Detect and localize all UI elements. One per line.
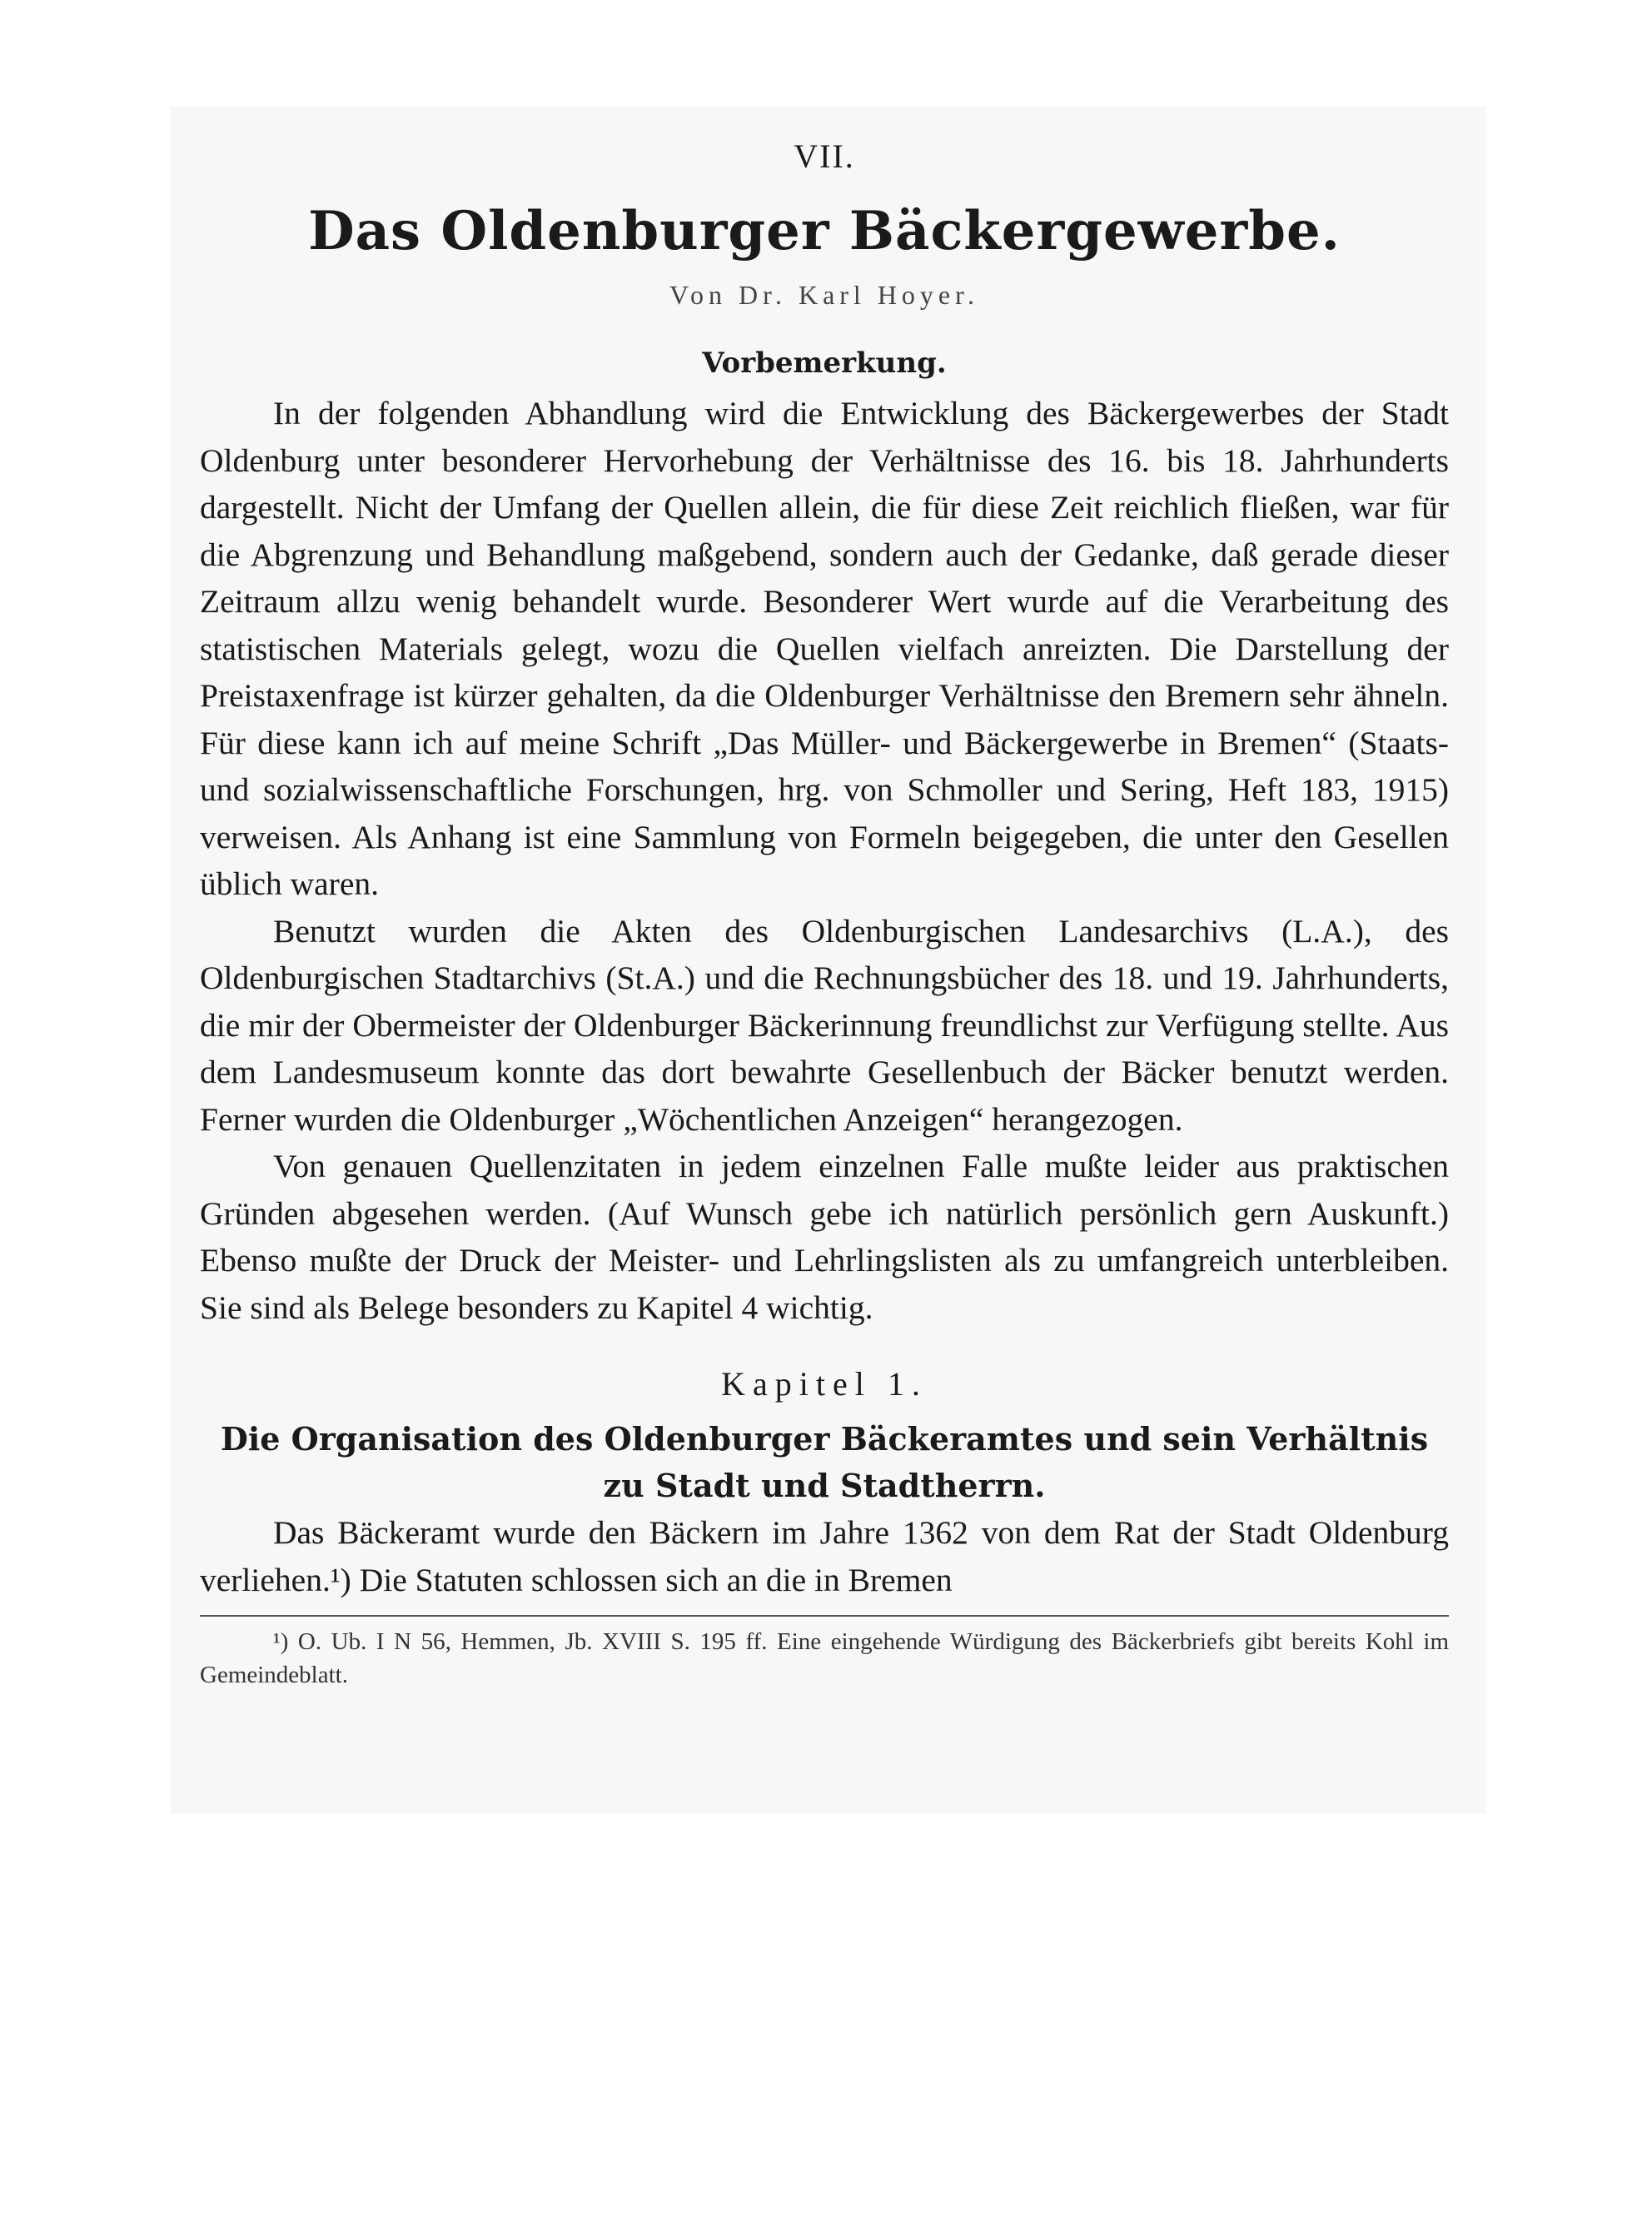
preface-heading: Vorbemerkung. (702, 346, 947, 380)
chapter-roman-numeral: VII. (794, 137, 855, 175)
chapter-paragraph-1: Das Bäckeramt wurde den Bäckern im Jahre 1362 von dem Rat der Stadt Oldenburg verliehen.¹) Die Statuten schlossen sich an die in Bremen (200, 1514, 1449, 1598)
footnote: ¹) O. Ub. I N 56, Hemmen, Jb. XVIII S. 195 ff. Eine eingehende Würdigung des Bäckerbriefs gibt bereits Kohl im Gemeindeblatt. (200, 1628, 1449, 1688)
chapter-label: Kapitel 1. (721, 1365, 928, 1403)
preface-paragraph-1: In der folgenden Abhandlung wird die Entwicklung des Bäckergewerbes der Stadt Oldenburg unter besonderer Hervorhebung der Verhältnisse des 16. bis 18. Jahrhunderts dargestellt. Nicht der Umfang der Quellen allein, die für diese Zeit reichlich fließen, war für die Abgrenzung und Behandlung maßgebend, sondern auch der Gedanke, daß gerade dieser Zeitraum allzu wenig behandelt wurde. Besonderer Wert wurde auf die Verarbeitung des statistischen Materials gelegt, wozu die Quellen vielfach anreizten. Die Darstellung der Preistaxenfrage ist kürzer gehalten, da die Oldenburger Verhältnisse den Bremern sehr ähneln. Für diese kann ich auf meine Schrift „Das Müller- und Bäckergewerbe in Bremen“ (Staats- und sozialwissenschaftliche Forschungen, hrg. von Schmoller und Sering, Heft 183, 1915) verweisen. Als Anhang ist eine Sammlung von Formeln beigegeben, die unter den Gesellen üblich waren. (200, 395, 1449, 902)
page-content (200, 123, 1449, 1692)
article-title: Das Oldenburger Bäckergewerbe. (308, 200, 1341, 262)
scanned-page (171, 107, 1486, 1814)
author-line: Von Dr. Karl Hoyer. (669, 280, 980, 310)
preface-paragraph-2: Benutzt wurden die Akten des Oldenburgischen Landesarchivs (L.A.), des Oldenburgischen Stadtarchivs (St.A.) und die Rechnungsbücher des 18. und 19. Jahrhunderts, die mir der Obermeister der Oldenburger Bäckerinnung freundlichst zur Verfügung stellte. Aus dem Landesmuseum konnte das dort bewahrte Gesellenbuch der Bäcker benutzt werden. Ferner wurden die Oldenburger „Wöchentlichen Anzeigen“ herangezogen. (200, 912, 1449, 1138)
preface-paragraph-3: Von genauen Quellenzitaten in jedem einzelnen Falle mußte leider aus praktischen Gründen abgesehen werden. (Auf Wunsch gebe ich natürlich persönlich gern Auskunft.) Ebenso mußte der Druck der Meister- und Lehrlingslisten als zu umfangreich unterbleiben. Sie sind als Belege besonders zu Kapitel 4 wichtig. (200, 1148, 1449, 1326)
footnote-divider (200, 1615, 1449, 1617)
chapter-title: Die Organisation des Oldenburger Bäckeramtes und sein Verhältnis zu Stadt und Stadtherrn. (220, 1420, 1429, 1504)
